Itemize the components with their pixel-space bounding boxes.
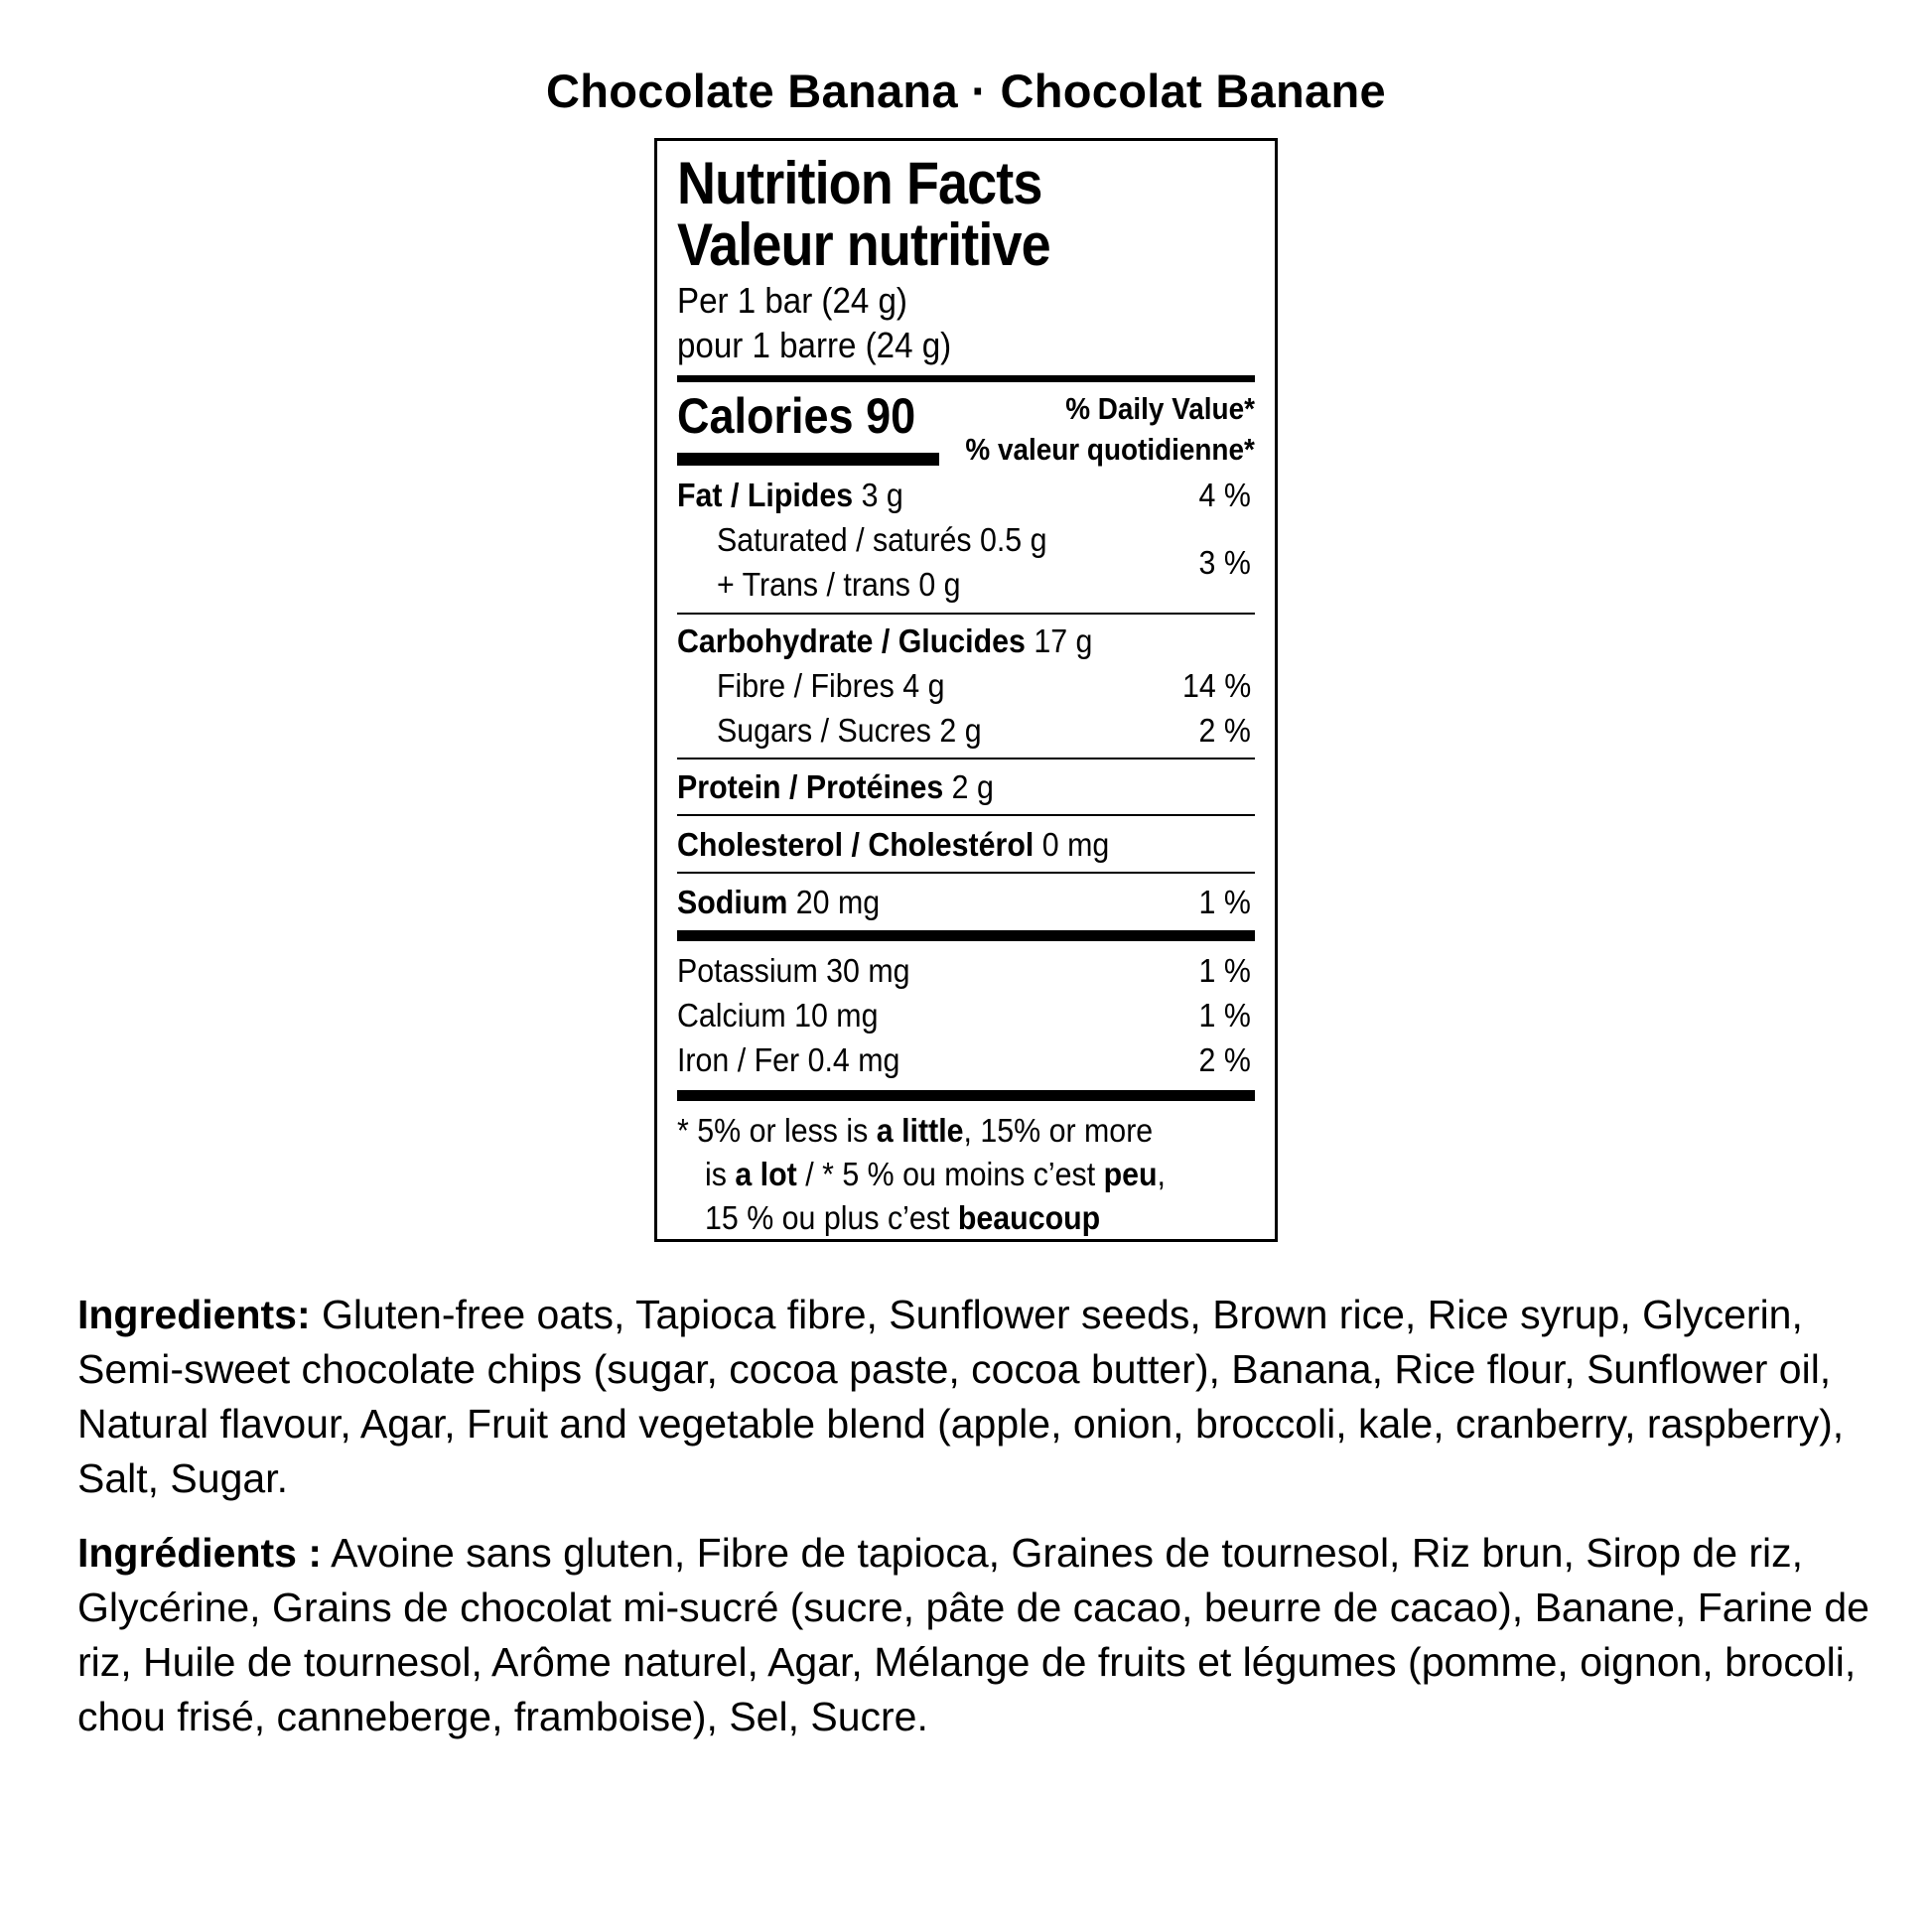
divider <box>677 872 1255 874</box>
footnote-line-1: * 5% or less is a little, 15% or more <box>677 1112 1154 1149</box>
nutrient-row-sugars: Sugars / Sucres 2 g 2 % <box>717 712 1251 749</box>
nutrition-heading-en: Nutrition Facts <box>677 150 1042 216</box>
nutrient-row-potassium: Potassium 30 mg 1 % <box>677 952 1251 989</box>
calories-underline <box>677 453 939 466</box>
ingredients-fr-label: Ingrédients : <box>77 1530 323 1576</box>
serving-size-en: Per 1 bar (24 g) <box>677 280 907 321</box>
nutrition-heading-fr: Valeur nutritive <box>677 211 1050 278</box>
nutrient-row-iron: Iron / Fer 0.4 mg 2 % <box>677 1041 1251 1078</box>
ingredients-en <box>77 1288 1874 1506</box>
product-title: Chocolate Banana · Chocolat Banane <box>546 65 1386 117</box>
divider-thick <box>677 930 1255 941</box>
nutrient-row-protein: Protein / Protéines 2 g <box>677 768 994 805</box>
nutrient-row-fat: Fat / Lipides 3 g 4 % <box>677 477 1251 513</box>
nutrient-row-fibre: Fibre / Fibres 4 g 14 % <box>717 667 1251 704</box>
divider <box>677 758 1255 759</box>
divider-thick <box>677 1090 1255 1101</box>
ingredients-en-text: Gluten-free oats, Tapioca fibre, Sunflower seeds, Brown rice, Rice syrup, Glycerin, Semi-sweet chocolate chips (sugar, cocoa paste, cocoa butter), Banana, Rice flour, Sunflower oil, Natural flavour, Agar, Fruit and vegetable blend (apple, onion, broccoli, kale, cranberry, raspberry), Salt, Sugar. <box>77 1292 1845 1501</box>
nutrition-facts-panel <box>654 138 1278 1242</box>
nutrient-row-calcium: Calcium 10 mg 1 % <box>677 997 1251 1034</box>
daily-value-header-en: % Daily Value* <box>1065 391 1255 426</box>
divider <box>677 613 1255 615</box>
footnote-line-2: is a lot / * 5 % ou moins c’est peu, <box>705 1156 1166 1192</box>
nutrient-row-carbohydrate: Carbohydrate / Glucides 17 g <box>677 622 1093 659</box>
nutrient-row-cholesterol: Cholesterol / Cholestérol 0 mg <box>677 826 1110 863</box>
divider <box>677 814 1255 816</box>
serving-size-fr: pour 1 barre (24 g) <box>677 325 952 365</box>
footnote-line-3: 15 % ou plus c’est beaucoup <box>705 1199 1101 1236</box>
nutrient-row-sodium: Sodium 20 mg 1 % <box>677 884 1251 920</box>
ingredients-fr-text: Avoine sans gluten, Fibre de tapioca, Graines de tournesol, Riz brun, Sirop de riz, Glycérine, Grains de chocolat mi-sucré (sucre, pâte de cacao, beurre de cacao), Banane, Farine de riz, Huile de tournesol, Arôme naturel, Agar, Mélange de fruits et légumes (pomme, oignon, brocoli, chou frisé, canneberge, framboise), Sel, Sucre. <box>77 1530 1869 1739</box>
nutrient-row-trans: + Trans / trans 0 g <box>717 566 961 603</box>
nutrient-row-saturated: Saturated / saturés 0.5 g <box>717 521 1047 558</box>
divider-thick <box>677 375 1255 382</box>
daily-value-header-fr: % valeur quotidienne* <box>965 432 1255 467</box>
ingredients-en-label: Ingredients: <box>77 1292 311 1337</box>
ingredients-fr <box>77 1526 1874 1744</box>
saturated-trans-pct: 3 % <box>1198 544 1251 581</box>
calories: Calories 90 <box>677 388 916 444</box>
